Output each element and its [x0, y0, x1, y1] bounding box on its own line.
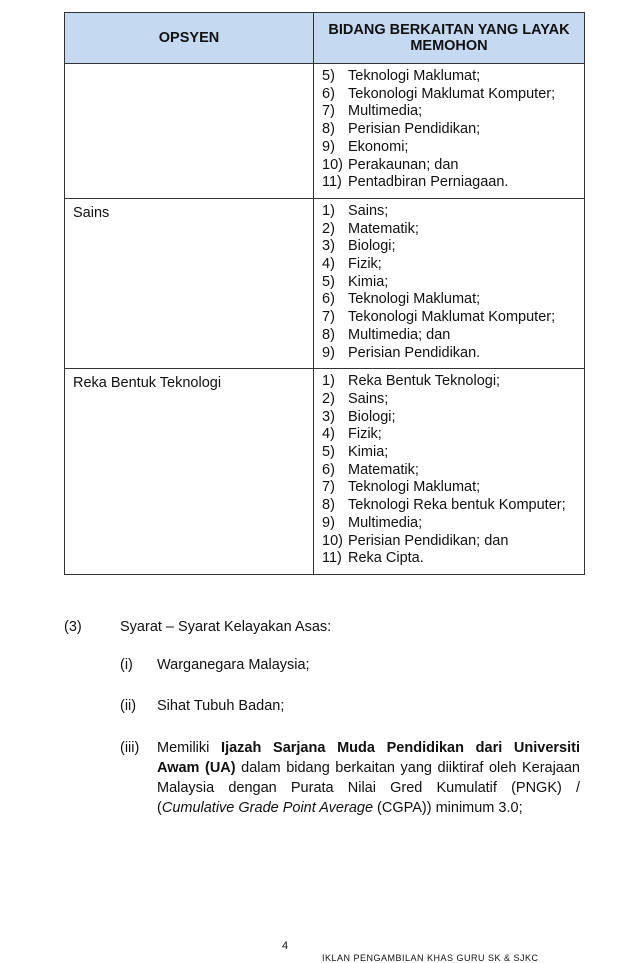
table-header-row	[65, 13, 585, 64]
item-iii-mid: dalam bidang berkaitan yang diiktiraf oleh Kerajaan Malaysia dengan Purata Nilai Gred Kumulatif (PNGK) / (	[157, 760, 580, 816]
item-ii-text: Sihat Tubuh Badan;	[157, 698, 285, 714]
item-iii-post: (CGPA)) minimum 3.0;	[373, 800, 523, 816]
list-item-text: Biologi;	[348, 238, 396, 255]
fields-cell	[314, 369, 585, 575]
list-item-number: 9)	[322, 514, 335, 531]
list-item-text: Ekonomi;	[348, 138, 409, 155]
list-item-text: Sains;	[348, 202, 389, 219]
list-item-number: 5)	[322, 68, 335, 84]
list-item-text: Perisian Pendidikan; dan	[348, 532, 509, 549]
list-item-text: Teknologi Maklumat;	[348, 68, 481, 84]
table-row	[65, 198, 585, 368]
list-item-text: Multimedia;	[348, 103, 423, 120]
list-item-text: Perakaunan; dan	[348, 156, 459, 173]
list-item-number: 1)	[322, 373, 335, 390]
list-item	[322, 221, 578, 239]
list-item-text: Fizik;	[348, 256, 382, 273]
list-item-text: Matematik;	[348, 220, 419, 237]
list-item-number: 3)	[322, 238, 335, 255]
list-item-text: Teknologi Reka bentuk Komputer;	[348, 497, 566, 514]
item-iii-bold: Ijazah Sarjana Muda Pendidikan dari Universiti Awam (UA)	[157, 740, 580, 776]
list-item	[322, 444, 578, 462]
list-item-number: 2)	[322, 220, 335, 237]
list-item-text: Multimedia; dan	[348, 326, 451, 343]
list-item	[322, 157, 578, 175]
list-item-text: Kimia;	[348, 273, 389, 290]
list-item-number: 7)	[322, 309, 335, 326]
option-cell: Reka Bentuk Teknologi	[65, 369, 314, 575]
list-item-number: 6)	[322, 291, 335, 308]
list-item-number: 9)	[322, 138, 335, 155]
item-i-number: (i)	[120, 657, 133, 673]
footer-text: IKLAN PENGAMBILAN KHAS GURU SK & SJKC	[322, 953, 539, 963]
list-item-number: 10)	[322, 156, 343, 173]
list-item	[322, 103, 578, 121]
list-item-text: Teknologi Maklumat;	[348, 291, 481, 308]
field-list	[322, 68, 578, 192]
list-item-number: 6)	[322, 85, 335, 102]
list-item-text: Fizik;	[348, 426, 382, 443]
item-iii-number: (iii)	[120, 740, 140, 756]
item-i-text: Warganegara Malaysia;	[157, 657, 310, 673]
header-opsyen: OPSYEN	[65, 13, 314, 64]
field-list	[322, 203, 578, 362]
list-item-number: 5)	[322, 444, 335, 461]
list-item	[322, 550, 578, 568]
list-item-number: 5)	[322, 273, 335, 290]
page-number: 4	[282, 940, 289, 952]
list-item-text: Pentadbiran Perniagaan.	[348, 174, 509, 191]
table-row	[65, 369, 585, 575]
item-iii-italic: Cumulative Grade Point Average	[161, 800, 374, 816]
list-item-number: 11)	[322, 550, 342, 567]
list-item	[322, 426, 578, 444]
options-table	[64, 12, 585, 575]
list-item-number: 4)	[322, 256, 335, 273]
list-item	[322, 68, 578, 86]
list-item-text: Reka Cipta.	[348, 550, 424, 567]
field-list	[322, 373, 578, 568]
section-title: Syarat – Syarat Kelayakan Asas:	[120, 619, 332, 635]
list-item-number: 4)	[322, 426, 335, 443]
list-item-number: 3)	[322, 408, 335, 425]
list-item	[322, 139, 578, 157]
list-item	[322, 174, 578, 192]
list-item-text: Tekonologi Maklumat Komputer;	[348, 85, 556, 102]
list-item-text: Teknologi Maklumat;	[348, 479, 481, 496]
list-item-number: 1)	[322, 202, 335, 219]
table-row	[65, 64, 585, 199]
list-item-number: 9)	[322, 344, 335, 361]
header-bidang: BIDANG BERKAITAN YANG LAYAK MEMOHON	[314, 13, 585, 64]
list-item-text: Biologi;	[348, 408, 396, 425]
list-item	[322, 409, 578, 427]
list-item	[322, 203, 578, 221]
list-item-number: 2)	[322, 390, 335, 407]
list-item	[322, 533, 578, 551]
fields-cell	[314, 64, 585, 199]
list-item	[322, 391, 578, 409]
option-cell	[65, 64, 314, 199]
list-item-number: 8)	[322, 326, 335, 343]
list-item	[322, 86, 578, 104]
list-item-text: Sains;	[348, 390, 389, 407]
list-item-number: 6)	[322, 461, 335, 478]
list-item	[322, 497, 578, 515]
section-number: (3)	[64, 619, 82, 635]
list-item	[322, 238, 578, 256]
list-item	[322, 479, 578, 497]
list-item	[322, 291, 578, 309]
list-item-number: 10)	[322, 532, 343, 549]
list-item-text: Kimia;	[348, 444, 389, 461]
list-item-text: Reka Bentuk Teknologi;	[348, 373, 501, 390]
option-cell: Sains	[65, 198, 314, 368]
list-item	[322, 373, 578, 391]
list-item	[322, 121, 578, 139]
list-item	[322, 327, 578, 345]
list-item-text: Multimedia;	[348, 514, 423, 531]
item-iii-pre: Memiliki	[157, 740, 222, 756]
list-item	[322, 462, 578, 480]
list-item-text: Perisian Pendidikan;	[348, 121, 481, 138]
list-item	[322, 515, 578, 533]
list-item	[322, 256, 578, 274]
list-item-text: Matematik;	[348, 461, 419, 478]
list-item-text: Tekonologi Maklumat Komputer;	[348, 309, 556, 326]
item-iii-text	[157, 738, 580, 818]
list-item-number: 7)	[322, 103, 335, 120]
list-item-number: 8)	[322, 497, 335, 514]
list-item-text: Perisian Pendidikan.	[348, 344, 481, 361]
list-item-number: 7)	[322, 479, 335, 496]
list-item	[322, 274, 578, 292]
list-item-number: 8)	[322, 121, 335, 138]
list-item	[322, 345, 578, 363]
item-ii-number: (ii)	[120, 698, 137, 714]
fields-cell	[314, 198, 585, 368]
list-item	[322, 309, 578, 327]
list-item-number: 11)	[322, 174, 342, 191]
